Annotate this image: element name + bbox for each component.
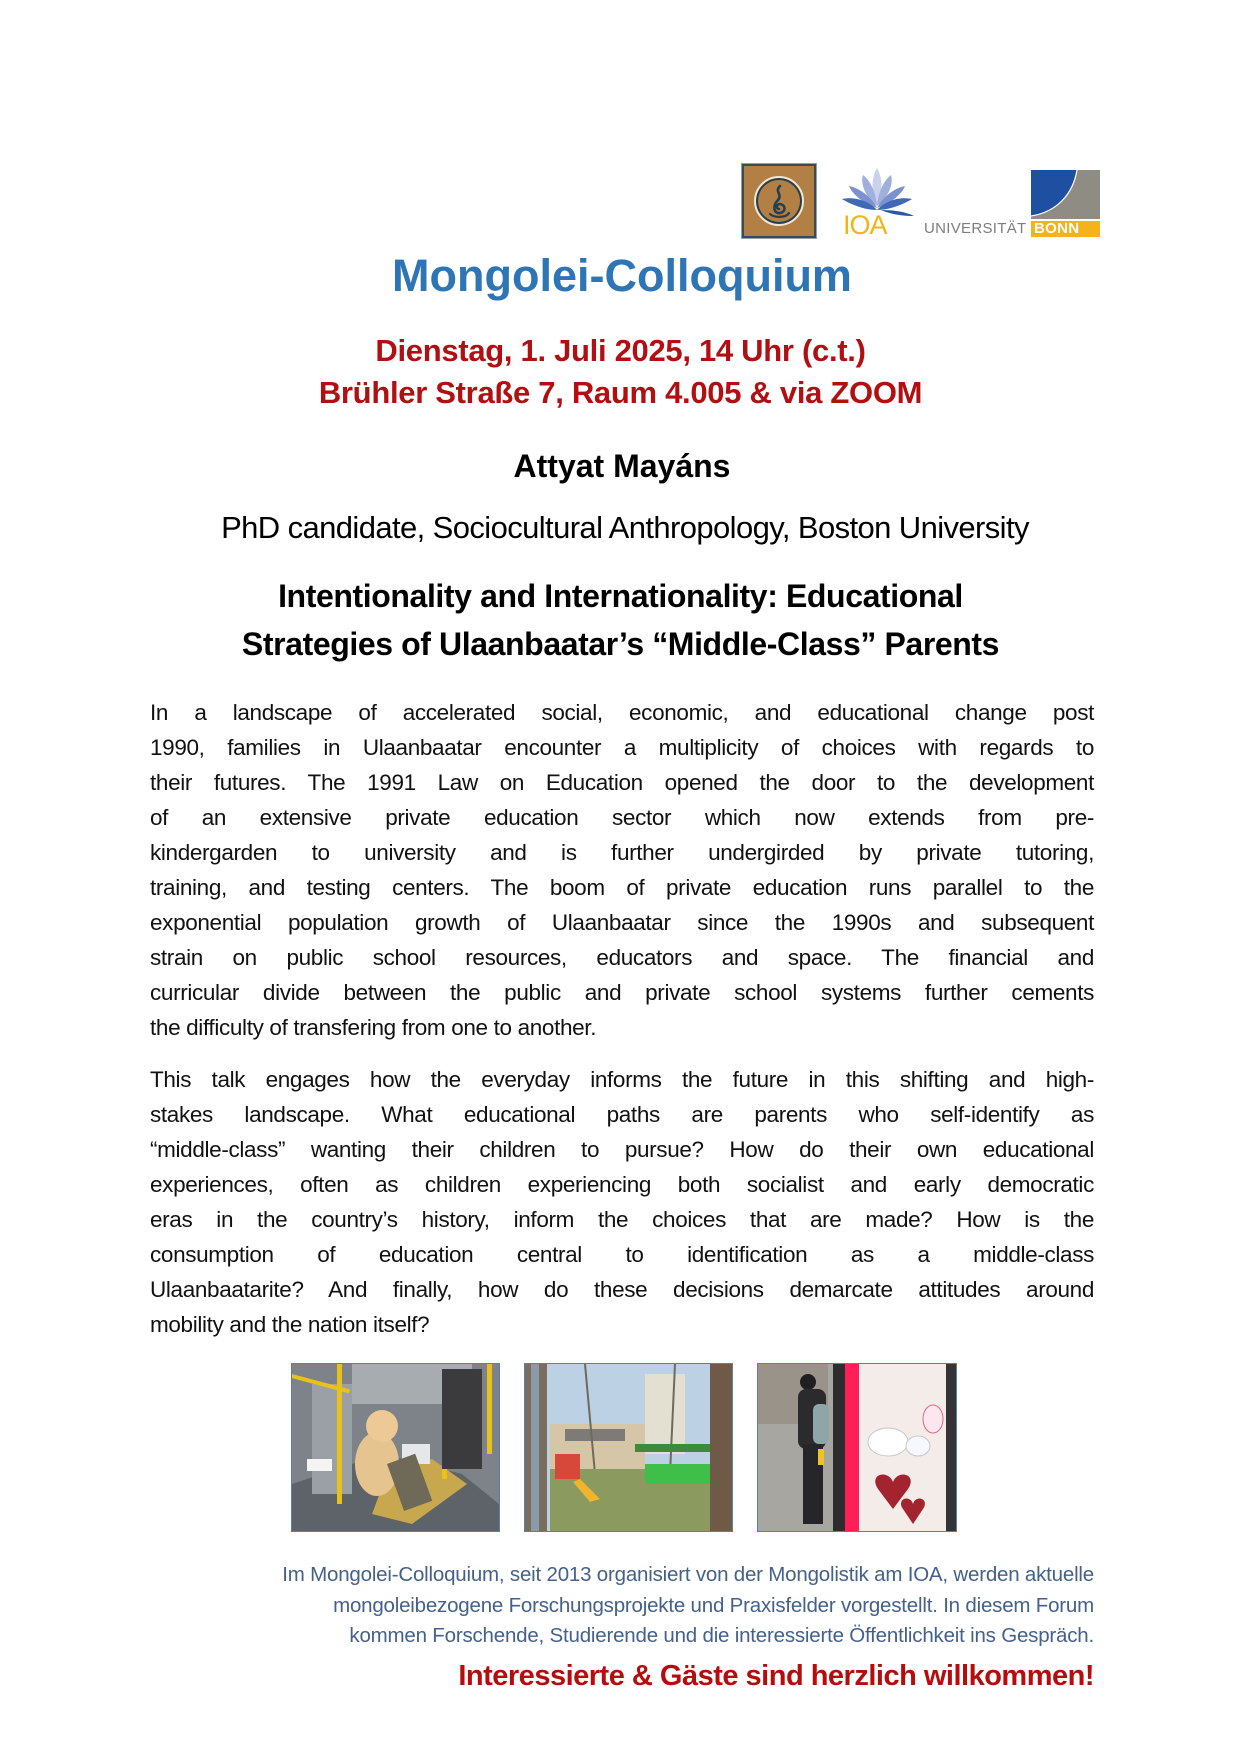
playground-scene-image — [525, 1364, 732, 1531]
text-line: kommen Forschende, Studierende und die interessierte Öffentlichkeit ins Gespräch. — [349, 1624, 1094, 1647]
ioa-logo-text: IOA — [843, 210, 887, 240]
text-line: strain on public school resources, educators and space. The financial and — [150, 945, 1094, 970]
event-date: Dienstag, 1. Juli 2025, 14 Uhr (c.t.) — [375, 333, 866, 368]
text-line: the difficulty of transfering from one to another. — [150, 1015, 597, 1040]
text-line: mobility and the nation itself? — [150, 1312, 430, 1337]
text-line: curricular divide between the public and private school systems further cements — [150, 980, 1094, 1005]
bonn-name-box: BONN — [1031, 221, 1100, 237]
bonn-arc-icon — [1031, 170, 1100, 219]
mongolistik-logo — [742, 164, 816, 238]
message-wall-scene-image — [758, 1364, 956, 1531]
abstract-paragraph-2 — [150, 1062, 1094, 1342]
ioa-logo — [836, 166, 918, 240]
text-line: 1990, families in Ulaanbaatar encounter a multiplicity of choices with regards to — [150, 735, 1094, 760]
photo-bus-teddy-bear — [291, 1363, 500, 1532]
flame-ornament-icon — [756, 178, 802, 224]
text-line: kindergarden to university and is further undergirded by private tutoring, — [150, 840, 1094, 865]
ornament-ring — [754, 176, 804, 226]
text-line: This talk engages how the everyday informs the future in this shifting and high- — [150, 1067, 1094, 1092]
text-line: In a landscape of accelerated social, economic, and educational change post — [150, 700, 1094, 725]
lotus-icon — [836, 166, 918, 216]
text-line: “middle-class” wanting their children to pursue? How do their own educational — [150, 1137, 1094, 1162]
text-line: experiences, often as children experiencing both socialist and early democratic — [150, 1172, 1094, 1197]
text-line: of an extensive private education sector which now extends from pre- — [150, 805, 1094, 830]
text-line: consumption of education central to identification as a middle-class — [150, 1242, 1094, 1267]
talk-title — [0, 572, 1241, 668]
text-line: Ulaanbaatarite? And finally, how do these decisions demarcate attitudes around — [150, 1277, 1094, 1302]
photo-playground — [524, 1363, 733, 1532]
speaker-name: Attyat Mayáns — [513, 448, 731, 484]
text-line: eras in the country’s history, inform the choices that are made? How is the — [150, 1207, 1094, 1232]
text-line: stakes landscape. What educational paths are parents who self-identify as — [150, 1102, 1094, 1127]
text-line: exponential population growth of Ulaanbaatar since the 1990s and subsequent — [150, 910, 1094, 935]
uni-bonn-logo — [922, 170, 1102, 238]
text-line: mongoleibezogene Forschungsprojekte und Praxisfelder vorgestellt. In diesem Forum — [333, 1593, 1094, 1617]
event-venue: Brühler Straße 7, Raum 4.005 & via ZOOM — [318, 375, 923, 410]
talk-title-line: Strategies of Ulaanbaatar’s “Middle-Class” Parents — [241, 626, 1000, 662]
speaker-affiliation: PhD candidate, Sociocultural Anthropology, Boston University — [221, 510, 1029, 545]
abstract-paragraph-1 — [150, 695, 1094, 1045]
colloquium-description — [120, 1560, 1094, 1652]
bonn-logo-mark — [1031, 170, 1100, 219]
text-line: their futures. The 1991 Law on Education opened the door to the development — [150, 770, 1094, 795]
text-line: training, and testing centers. The boom of private education runs parallel to the — [150, 875, 1094, 900]
talk-title-line: Intentionality and Internationality: Educational — [278, 578, 963, 614]
text-line: Im Mongolei-Colloquium, seit 2013 organisiert von der Mongolistik am IOA, werden aktuelle — [282, 1563, 1094, 1586]
bus-scene-image — [292, 1364, 499, 1531]
photo-message-wall — [757, 1363, 957, 1532]
bonn-universitaet-text: UNIVERSITÄT — [924, 220, 1027, 237]
welcome-message: Interessierte & Gäste sind herzlich willkommen! — [458, 1660, 1094, 1692]
colloquium-title: Mongolei-Colloquium — [392, 250, 852, 301]
